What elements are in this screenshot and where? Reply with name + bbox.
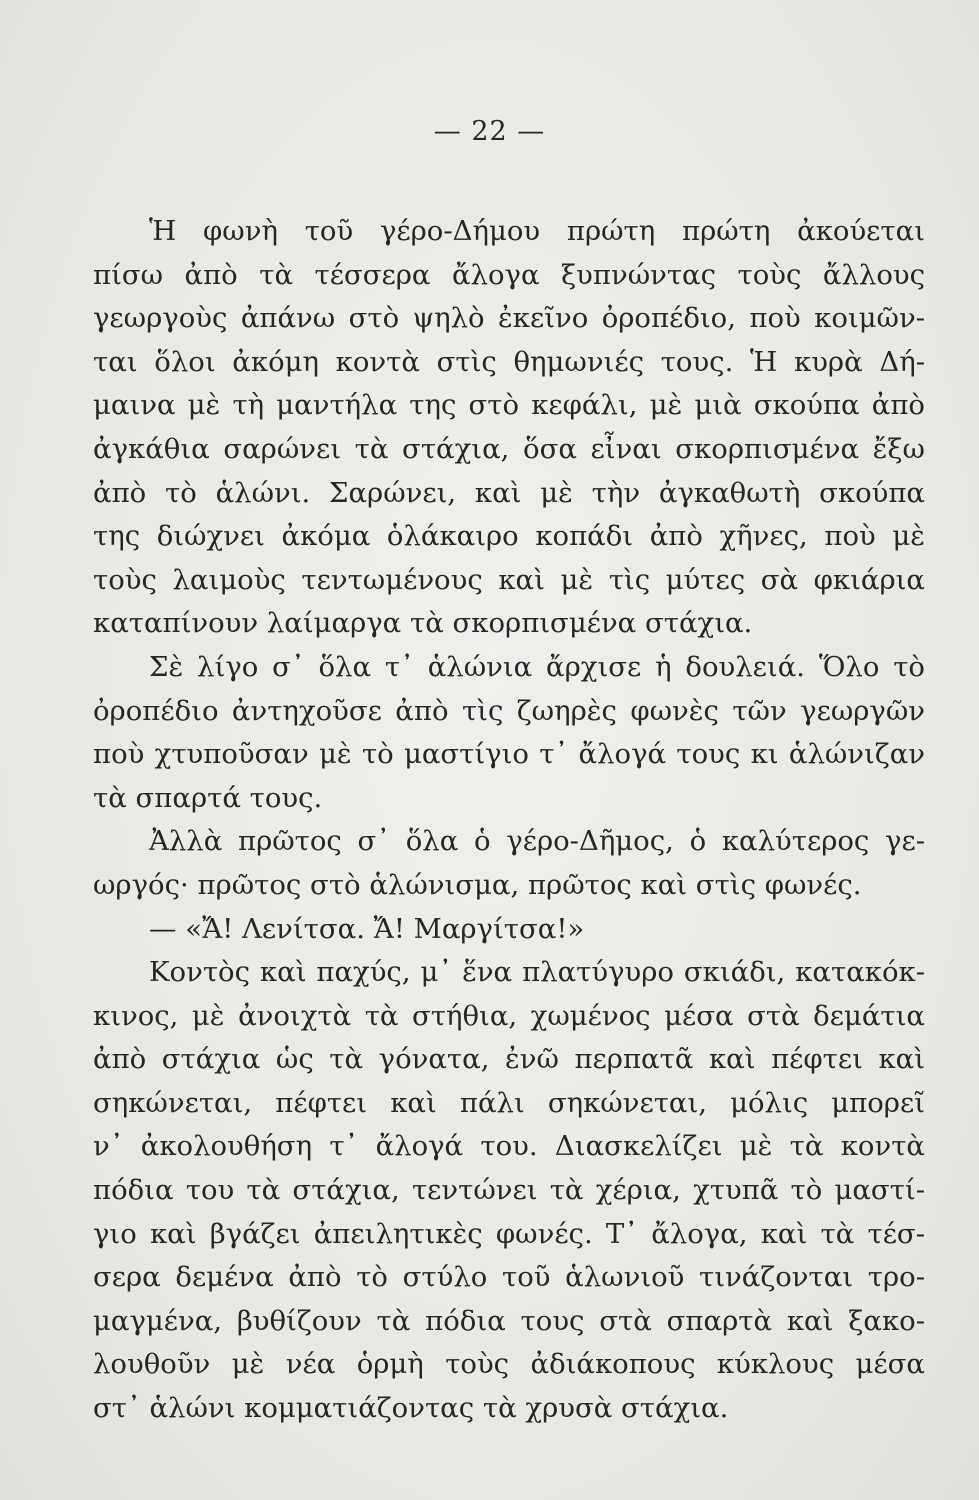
text-line: ἀπὸ στάχια ὡς τὰ γόνατα, ἐνῶ περπατᾶ καὶ πέφτει καὶ (93, 1043, 925, 1076)
text-line: τὰ σπαρτά τους. (93, 781, 323, 814)
text-line: σερα δεμένα ἀπὸ τὸ στύλο τοῦ ἁλωνιοῦ τινάζονται τρο- (93, 1261, 925, 1294)
body-text (93, 210, 925, 1431)
text-line: ν᾽ ἀκολουθήση τ᾽ ἄλογά του. Διασκελίζει μὲ τὰ κοντὰ (93, 1130, 925, 1163)
text-line: κινος, μὲ ἀνοιχτὰ τὰ στήθια, χωμένος μέσα στὰ δεμάτια (93, 999, 925, 1032)
text-line: ἀγκάθια σαρώνει τὰ στάχια, ὅσα εἶναι σκορπισμένα ἔξω (93, 432, 925, 465)
text-line: ται ὅλοι ἀκόμη κοντὰ στὶς θημωνιές τους. Ἡ κυρὰ Δή- (93, 345, 925, 378)
text-line: μαγμένα, βυθίζουν τὰ πόδια τους στὰ σπαρτὰ καὶ ξακο- (93, 1304, 925, 1337)
text-line: στ᾽ ἁλώνι κομματιάζοντας τὰ χρυσὰ στάχια. (93, 1392, 729, 1425)
text-line: ὀροπέδιο ἀντηχοῦσε ἀπὸ τὶς ζωηρὲς φωνὲς τῶν γεωργῶν (93, 694, 925, 727)
text-line: ἀπὸ τὸ ἁλώνι. Σαρώνει, καὶ μὲ τὴν ἀγκαθωτὴ σκούπα (93, 476, 925, 509)
text-line: σηκώνεται, πέφτει καὶ πάλι σηκώνεται, μόλις μπορεῖ (93, 1086, 925, 1119)
text-line: — «Ἄ! Λενίτσα. Ἄ! Μαργίτσα!» (149, 912, 585, 945)
page-number: — 22 — (433, 116, 546, 147)
text-line: Κοντὸς καὶ παχύς, μ᾽ ἕνα πλατύγυρο σκιάδι, κατακόκ- (149, 956, 925, 989)
text-line: τοὺς λαιμοὺς τεντωμένους καὶ μὲ τὶς μύτες σὰ φκιάρια (93, 563, 925, 596)
text-line: γιο καὶ βγάζει ἀπειλητικὲς φωνές. Τ᾽ ἄλογα, καὶ τὰ τέσ- (93, 1217, 925, 1250)
text-line: της διώχνει ἀκόμα ὁλάκαιρο κοπάδι ἀπὸ χῆνες, ποὺ μὲ (93, 520, 925, 553)
text-line: Σὲ λίγο σ᾽ ὅλα τ᾽ ἁλώνια ἄρχισε ἡ δουλειά. Ὅλο τὸ (149, 650, 925, 683)
text-line: Ἀλλὰ πρῶτος σ᾽ ὅλα ὁ γέρο-Δῆμος, ὁ καλύτερος γε- (149, 825, 925, 858)
text-line: καταπίνουν λαίμαργα τὰ σκορπισμένα στάχια. (93, 607, 753, 640)
text-line: μαινα μὲ τὴ μαντήλα της στὸ κεφάλι, μὲ μιὰ σκούπα ἀπὸ (93, 389, 925, 422)
text-line: ποὺ χτυποῦσαν μὲ τὸ μαστίγιο τ᾽ ἄλογά τους κι ἁλώνιζαν (93, 738, 925, 771)
text-line: λουθοῦν μὲ νέα ὁρμὴ τοὺς ἀδιάκοπους κύκλους μέσα (93, 1348, 925, 1381)
text-line: γεωργοὺς ἀπάνω στὸ ψηλὸ ἐκεῖνο ὀροπέδιο, ποὺ κοιμῶν- (93, 302, 925, 335)
text-line: Ἡ φωνὴ τοῦ γέρο-Δήμου πρώτη πρώτη ἀκούεται (149, 215, 925, 247)
text-line: πίσω ἀπὸ τὰ τέσσερα ἄλογα ξυπνώντας τοὺς ἄλλους (93, 258, 925, 291)
text-line: ωργός· πρῶτος στὸ ἁλώνισμα, πρῶτος καὶ στὶς φωνές. (93, 868, 862, 901)
text-line: πόδια του τὰ στάχια, τεντώνει τὰ χέρια, χτυπᾶ τὸ μαστί- (93, 1174, 925, 1207)
